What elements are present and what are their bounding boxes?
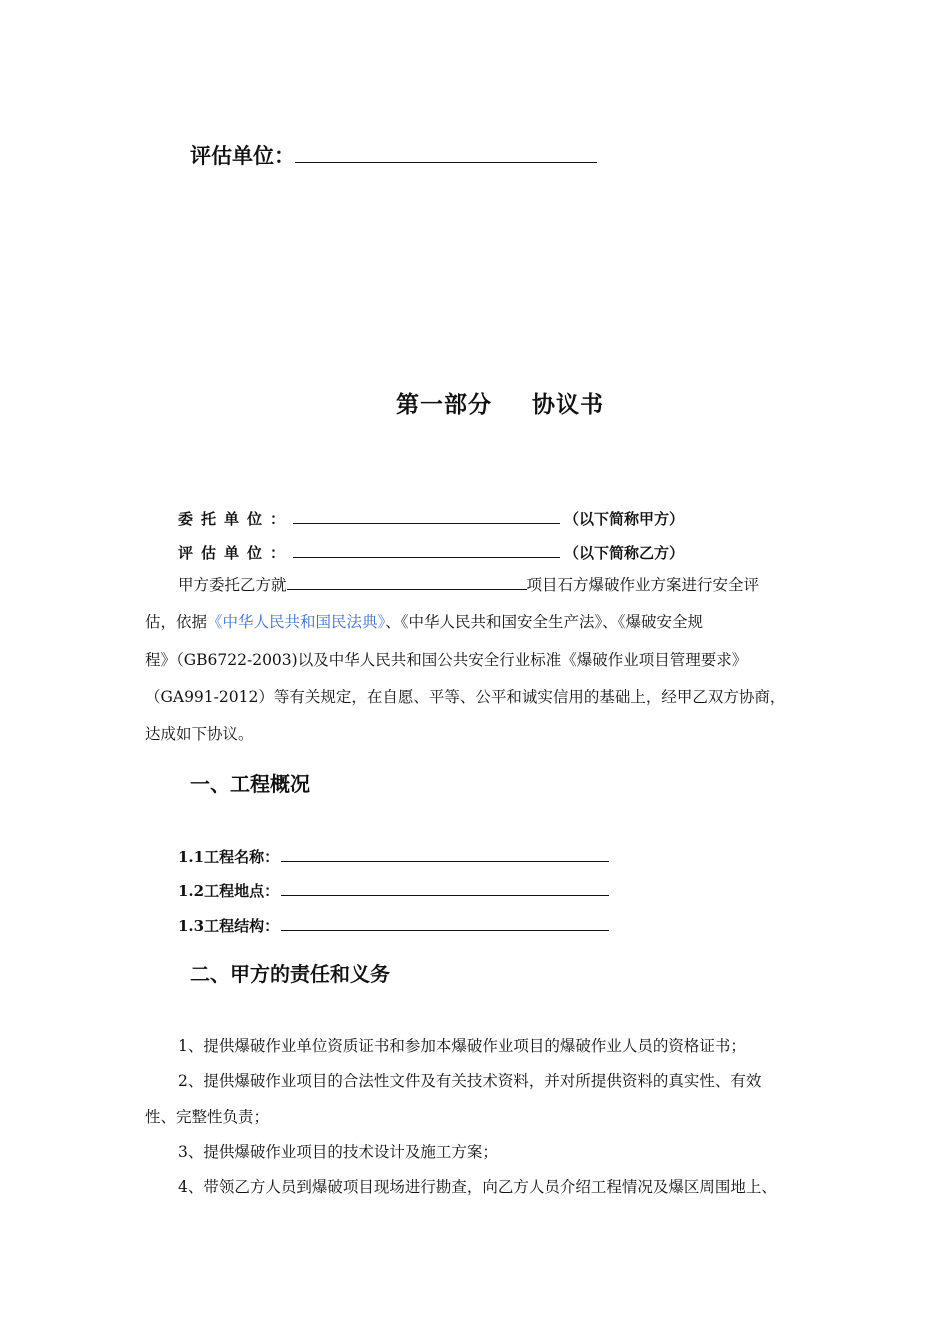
intro-line-5: 达成如下协议。 [145, 725, 254, 743]
part-heading: 协议书 [532, 391, 604, 418]
intro-line-4: （GA991-2012）等有关规定，在自愿、平等、公平和诚实信用的基础上，经甲乙双方协商， [145, 688, 786, 706]
part-number: 第一部分 [396, 391, 492, 418]
evaluation-unit-label: 评估单位： [190, 143, 295, 168]
duty-item-3: 3、提供爆破作业项目的技术设计及施工方案； [178, 1143, 498, 1161]
intro-line-3: 程》（GB6722-2003)以及中华人民共和国公共安全行业标准《爆破作业项目管理要求》 [145, 651, 748, 669]
duty-item-1: 1、提供爆破作业单位资质证书和参加本爆破作业项目的爆破作业人员的资格证书； [178, 1037, 746, 1055]
evaluation-unit-blank[interactable] [295, 142, 597, 163]
duty-item-4: 4、带领乙方人员到爆破项目现场进行勘查，向乙方人员介绍工程情况及爆区周围地上、 [178, 1178, 777, 1196]
evaluation-unit-line [190, 140, 597, 170]
evaluator-unit-label: 评估单位： [178, 544, 294, 562]
client-unit-blank[interactable] [293, 507, 560, 524]
evaluator-unit-suffix: （以下简称乙方） [564, 544, 685, 562]
project-location-field [178, 879, 609, 901]
civil-code-link[interactable]: 《中华人民共和国民法典》 [207, 613, 386, 631]
project-name-field [178, 845, 609, 867]
project-structure-field [178, 914, 609, 936]
client-unit-label: 委托单位： [178, 510, 294, 528]
client-unit-line [178, 507, 684, 529]
duty-item-2-cont: 性、完整性负责； [145, 1108, 270, 1126]
intro-text: 项目石方爆破作业方案进行安全评 [526, 576, 760, 594]
section-1-title: 一、工程概况 [190, 772, 310, 796]
section-2-title: 二、甲方的责任和义务 [190, 962, 390, 986]
project-structure-label: 1.3工程结构： [178, 917, 280, 935]
part-title [0, 386, 950, 419]
intro-text: 估，依据 [145, 613, 208, 631]
intro-line-2 [145, 609, 703, 636]
project-location-input[interactable] [281, 879, 609, 896]
intro-text: 、《中华人民共和国安全生产法》、《爆破安全规 [385, 613, 704, 631]
intro-line-1 [178, 572, 759, 599]
evaluator-unit-blank[interactable] [293, 541, 560, 558]
project-name-blank[interactable] [287, 573, 527, 590]
duty-item-2: 2、提供爆破作业项目的合法性文件及有关技术资料，并对所提供资料的真实性、有效 [178, 1072, 762, 1090]
project-location-label: 1.2工程地点： [178, 882, 280, 900]
evaluator-unit-line [178, 541, 684, 563]
intro-text: 甲方委托乙方就 [178, 576, 287, 594]
project-structure-input[interactable] [281, 914, 609, 931]
project-name-label: 1.1工程名称： [178, 848, 280, 866]
project-name-input[interactable] [281, 845, 609, 862]
client-unit-suffix: （以下简称甲方） [564, 510, 685, 528]
